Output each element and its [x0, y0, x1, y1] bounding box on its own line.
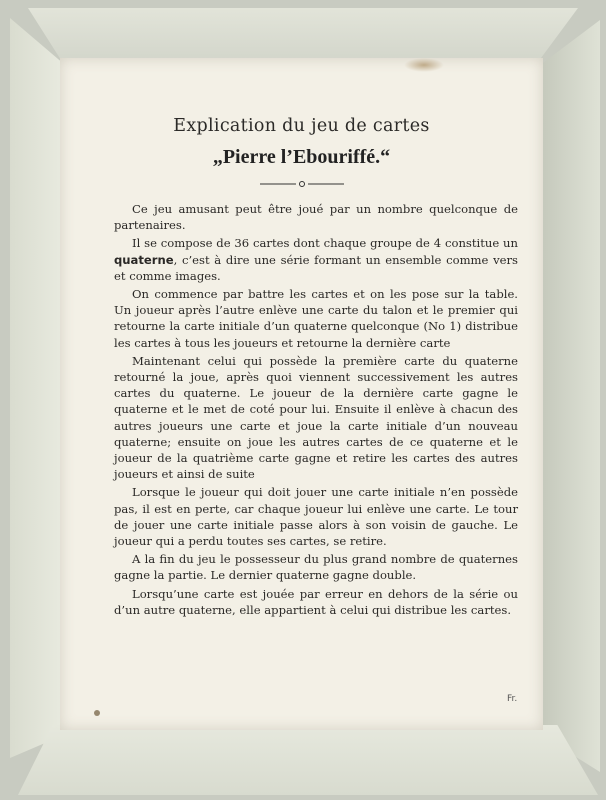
paper-spot	[94, 710, 100, 716]
box-wall-bottom	[18, 725, 598, 795]
quaterne-term: quaterne	[114, 252, 174, 267]
ornament-divider	[260, 180, 344, 188]
paragraph: On commence par battre les cartes et on les pose sur la table. Un joueur après l’autre enlève une carte du talon et le premier qui retourne la carte initiale d’un quaterne quelconque (No 1) distribue les cartes à tous les joueurs et retourne la dernière carte	[114, 287, 518, 350]
rules-text	[114, 201, 518, 620]
game-name: „Pierre l’Ebouriffé.“	[212, 146, 391, 168]
paragraph: Maintenant celui qui possède la première carte du quaterne retourné la joue, après quoi viennent successivement les autres cartes du quaterne. Le joueur de la dernière carte gagne le quaterne et le met de coté pour lui. Ensuite il enlève à chacun des autres joueurs une carte et joue la carte initiale d’un nouveau quaterne; ensuite on joue les autres cartes de ce quaterne et le joueur de la quatrième carte gagne et retire les cartes des autres joueurs et ainsi de suite	[114, 353, 518, 482]
box-wall-right	[540, 20, 600, 772]
box-wall-top	[28, 8, 578, 60]
footer-mark: Fr.	[507, 694, 518, 704]
paragraph: A la fin du jeu le possesseur du plus grand nombre de quaternes gagne la partie. Le dernier quaterne gagne double.	[114, 552, 518, 583]
page-title: Explication du jeu de cartes	[173, 116, 430, 136]
instruction-sheet	[60, 58, 543, 730]
paragraph: Il se compose de 36 cartes dont chaque groupe de 4 constitue un quaterne, c’est à dire une série formant un ensemble comme vers et comme images.	[114, 236, 518, 283]
paragraph: Lorsque le joueur qui doit jouer une carte initiale n’en possède pas, il est en perte, car chaque joueur lui enlève une carte. Le tour de jouer une carte initiale passe alors à son voisin de gauche. Le joueur qui a perdu toutes ses cartes, se retire.	[114, 485, 518, 549]
box-wall-left	[10, 18, 62, 758]
paragraph: Lorsqu’une carte est jouée par erreur en dehors de la série ou d’un autre quaterne, elle appartient à celui qui distribue les cartes.	[114, 586, 518, 617]
paragraph: Ce jeu amusant peut être joué par un nombre quelconque de partenaires.	[114, 202, 518, 233]
paper-stain	[404, 58, 444, 72]
